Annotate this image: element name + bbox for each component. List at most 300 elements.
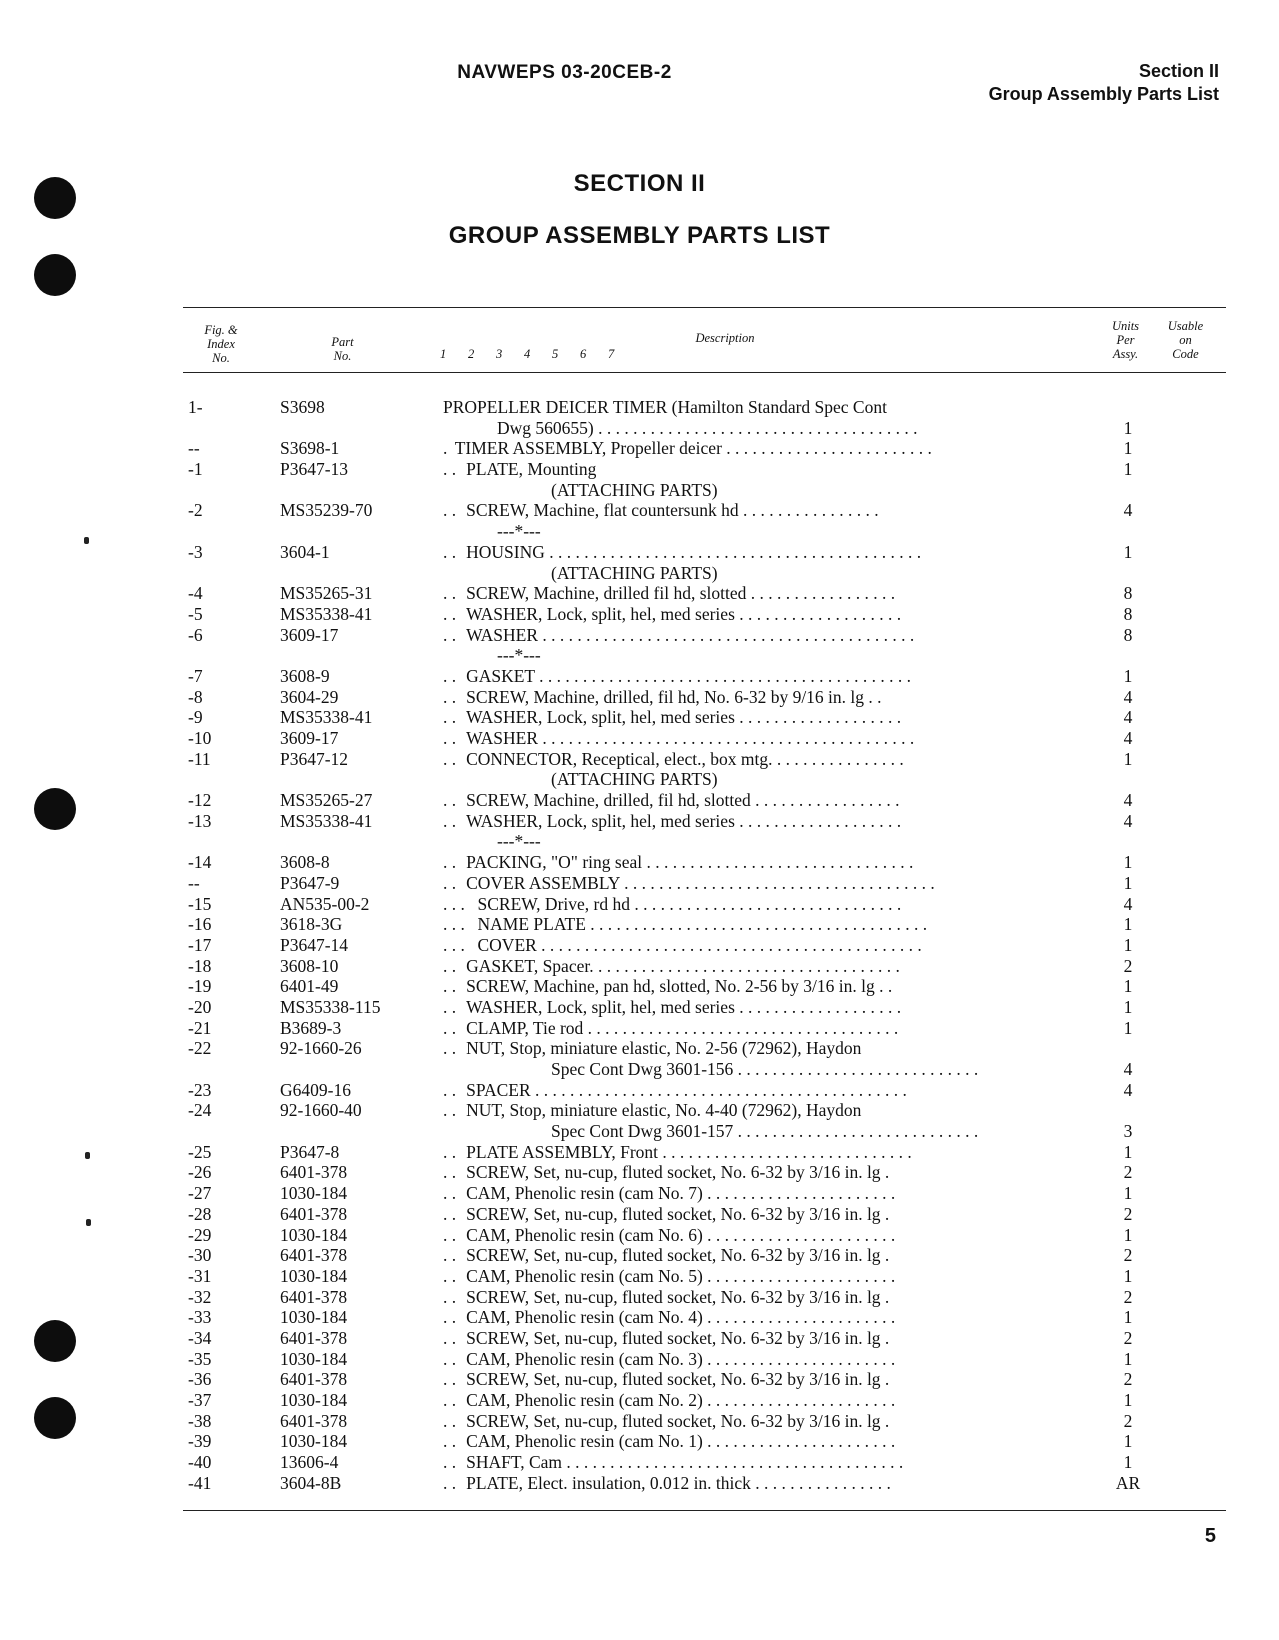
fig-index-no: -8 [188, 686, 203, 707]
description-text: CAM, Phenolic resin (cam No. 4) . . . . . . . . . . . . . . . . . . . . . . [466, 1307, 896, 1328]
part-number: 6401-378 [280, 1410, 348, 1431]
description-text: SCREW, Set, nu-cup, fluted socket, No. 6-32 by 3/16 in. lg . [466, 1410, 890, 1431]
description-text: CAM, Phenolic resin (cam No. 3) . . . . . . . . . . . . . . . . . . . . . . [466, 1348, 896, 1369]
description-text: SCREW, Set, nu-cup, fluted socket, No. 6-32 by 3/16 in. lg . [466, 1369, 890, 1390]
indent-dots: . . [443, 1410, 457, 1431]
table-row [0, 997, 1279, 1018]
description [443, 1473, 1085, 1494]
description-text: WASHER, Lock, split, hel, med series . . . . . . . . . . . . . . . . . . . [466, 996, 902, 1017]
col-description: Description [695, 331, 755, 345]
description-text: SCREW, Machine, flat countersunk hd . . . . . . . . . . . . . . . . [466, 500, 879, 521]
table-row [0, 1328, 1279, 1349]
description [443, 438, 1085, 459]
description [443, 1307, 1085, 1328]
indent-dots: . . [443, 624, 457, 645]
page-title: GROUP ASSEMBLY PARTS LIST [448, 222, 831, 249]
table-row [0, 1307, 1279, 1328]
table-row [0, 459, 1279, 480]
table-row [0, 687, 1279, 708]
units-per-assy: 2 [1123, 1203, 1133, 1224]
description [443, 687, 1085, 708]
description-text: WASHER . . . . . . . . . . . . . . . . . . . . . . . . . . . . . . . . . . . . . . . . . . . [466, 728, 915, 748]
fig-index-no: -32 [188, 1286, 212, 1307]
fig-index-no: -33 [188, 1307, 212, 1328]
description-text: (ATTACHING PARTS) [551, 562, 718, 583]
description-text: CONNECTOR, Receptical, elect., box mtg. . . . . . . . . . . . . . . . [466, 748, 904, 769]
fig-index-no: -23 [188, 1079, 212, 1100]
indent-dots: . . [443, 1307, 457, 1328]
part-number: 3609-17 [280, 624, 339, 645]
part-number: S3698-1 [280, 438, 340, 459]
indent-dots: . . [443, 728, 457, 748]
part-number: MS35338-115 [280, 996, 381, 1017]
description [443, 625, 1085, 646]
units-per-assy: 8 [1123, 583, 1133, 604]
units-per-assy: 1 [1123, 1307, 1133, 1328]
description-text: SCREW, Machine, drilled, fil hd, slotted . . . . . . . . . . . . . . . . . [466, 790, 900, 811]
fig-index-no: -31 [188, 1265, 212, 1286]
description-text: ---*--- [497, 645, 541, 666]
description-text: SCREW, Set, nu-cup, fluted socket, No. 6-32 by 3/16 in. lg . [466, 1286, 890, 1307]
description-text: WASHER . . . . . . . . . . . . . . . . . . . . . . . . . . . . . . . . . . . . . . . . . . . [466, 624, 915, 645]
description [443, 873, 1085, 894]
part-number: 1030-184 [280, 1183, 348, 1204]
units-per-assy: 1 [1123, 459, 1133, 480]
fig-index-no: -28 [188, 1203, 212, 1224]
part-number: 3618-3G [280, 914, 343, 935]
description-text: CAM, Phenolic resin (cam No. 2) . . . . . . . . . . . . . . . . . . . . . . [466, 1390, 896, 1410]
fig-index-no: -41 [188, 1472, 212, 1493]
units-per-assy: 2 [1123, 955, 1133, 976]
table-row [0, 1183, 1279, 1204]
fig-index-no: -13 [188, 810, 212, 831]
part-number: 1030-184 [280, 1431, 348, 1452]
table-row [0, 563, 1279, 584]
description [443, 935, 1085, 956]
description [443, 500, 1085, 521]
fig-index-no: -19 [188, 976, 212, 997]
indent-dots: . . [443, 1079, 457, 1100]
part-number: MS35338-41 [280, 707, 373, 728]
description-text: SCREW, Set, nu-cup, fluted socket, No. 6-32 by 3/16 in. lg . [466, 1327, 890, 1348]
units-per-assy: 8 [1123, 603, 1133, 624]
fig-index-no: -36 [188, 1369, 212, 1390]
table-row [0, 790, 1279, 811]
description-text: HOUSING . . . . . . . . . . . . . . . . . . . . . . . . . . . . . . . . . . . . . . . . . . . [466, 541, 922, 562]
units-per-assy: 2 [1123, 1245, 1133, 1266]
table-row [0, 873, 1279, 894]
fig-index-no: -- [188, 872, 200, 893]
part-number: P3647-13 [280, 459, 349, 480]
description [443, 418, 1085, 439]
table-row [0, 1080, 1279, 1101]
table-row [0, 894, 1279, 915]
description-text: CAM, Phenolic resin (cam No. 7) . . . . . . . . . . . . . . . . . . . . . . [466, 1183, 896, 1204]
fig-index-no: -10 [188, 728, 212, 748]
fig-index-no: -1 [188, 459, 203, 480]
fig-index-no: -37 [188, 1390, 212, 1410]
table-row [0, 1245, 1279, 1266]
description [443, 707, 1085, 728]
units-per-assy: 4 [1123, 1059, 1133, 1079]
section-subtitle: Group Assembly Parts List [988, 84, 1219, 104]
indent-dots: . . [443, 1203, 457, 1224]
description [443, 749, 1085, 770]
units-per-assy: 4 [1123, 686, 1133, 707]
units-per-assy: 1 [1123, 1452, 1133, 1473]
indent-dots: . . [443, 1224, 457, 1245]
description-text: CAM, Phenolic resin (cam No. 5) . . . . . . . . . . . . . . . . . . . . . . [466, 1265, 896, 1286]
description-text: CAM, Phenolic resin (cam No. 6) . . . . . . . . . . . . . . . . . . . . . . [466, 1224, 896, 1245]
part-number: B3689-3 [280, 1017, 342, 1038]
units-per-assy: 1 [1123, 976, 1133, 997]
units-per-assy: 1 [1123, 1017, 1133, 1038]
description-text: (ATTACHING PARTS) [551, 479, 718, 500]
description-text: SCREW, Machine, drilled fil hd, slotted . . . . . . . . . . . . . . . . . [466, 583, 896, 604]
description-text: PROPELLER DEICER TIMER (Hamilton Standard Spec Cont [443, 397, 887, 417]
description-text: GASKET, Spacer. . . . . . . . . . . . . . . . . . . . . . . . . . . . . . . . . . . . [466, 955, 900, 976]
units-per-assy: 2 [1123, 1410, 1133, 1431]
description [443, 976, 1085, 997]
units-per-assy: 3 [1123, 1121, 1133, 1142]
units-per-assy: 1 [1123, 417, 1133, 438]
part-number: 3608-10 [280, 955, 339, 976]
fig-index-no: -6 [188, 624, 203, 645]
description [443, 852, 1085, 873]
fig-index-no: -27 [188, 1183, 212, 1204]
indent-dots: . . [443, 790, 457, 811]
indent-dots: . . [443, 976, 457, 997]
description [443, 831, 1085, 852]
table-row [0, 831, 1279, 852]
table-row [0, 769, 1279, 790]
section-label: Section II [1138, 61, 1219, 81]
description [443, 521, 1085, 542]
description [443, 1431, 1085, 1452]
description-text: PLATE ASSEMBLY, Front . . . . . . . . . . . . . . . . . . . . . . . . . . . . . [466, 1141, 912, 1162]
table-row [0, 480, 1279, 501]
indent-dots: . . [443, 686, 457, 707]
part-number: P3647-8 [280, 1141, 340, 1162]
fig-index-no: -22 [188, 1038, 212, 1059]
indent-dots: . . . [443, 934, 465, 955]
indent-dots: . . [443, 1348, 457, 1369]
units-per-assy: 1 [1123, 1141, 1133, 1162]
description [443, 542, 1085, 563]
table-row [0, 1018, 1279, 1039]
units-per-assy: 4 [1123, 1079, 1133, 1100]
indent-dots: . . [443, 541, 457, 562]
running-header [989, 60, 1219, 106]
table-row [0, 914, 1279, 935]
table-row [0, 749, 1279, 770]
description-text: SCREW, Set, nu-cup, fluted socket, No. 6-32 by 3/16 in. lg . [466, 1162, 890, 1183]
description [443, 666, 1085, 687]
fig-index-no: -3 [188, 541, 203, 562]
description-text: (ATTACHING PARTS) [551, 769, 718, 790]
description-text: SCREW, Set, nu-cup, fluted socket, No. 6-32 by 3/16 in. lg . [466, 1245, 890, 1266]
page-number: 5 [1204, 1525, 1216, 1547]
fig-index-no: -26 [188, 1162, 212, 1183]
description-text: ---*--- [497, 521, 541, 542]
table-header-rule [183, 372, 1226, 373]
description [443, 1038, 1085, 1059]
indent-dots: . . [443, 1472, 457, 1493]
part-number: 92-1660-26 [280, 1038, 362, 1059]
description [443, 1080, 1085, 1101]
description-text: NAME PLATE . . . . . . . . . . . . . . . . . . . . . . . . . . . . . . . . . . . . . . . [477, 914, 928, 935]
part-number: 6401-378 [280, 1286, 348, 1307]
description-text: PLATE, Elect. insulation, 0.012 in. thick . . . . . . . . . . . . . . . . [466, 1472, 891, 1493]
description-text: TIMER ASSEMBLY, Propeller deicer . . . . . . . . . . . . . . . . . . . . . . . . [454, 438, 932, 459]
indent-dots: . . . [443, 914, 465, 935]
part-number: 1030-184 [280, 1390, 348, 1410]
description-text: WASHER, Lock, split, hel, med series . . . . . . . . . . . . . . . . . . . [466, 603, 902, 624]
table-row [0, 666, 1279, 687]
indent-dots: . . [443, 955, 457, 976]
units-per-assy: 1 [1123, 541, 1133, 562]
indent-dots: . . [443, 1452, 457, 1473]
indent-dots: . . [443, 459, 457, 480]
part-number: MS35265-27 [280, 790, 373, 811]
part-number: P3647-12 [280, 748, 349, 769]
part-number: AN535-00-2 [280, 893, 370, 914]
description [443, 1328, 1085, 1349]
part-number: 3604-1 [280, 541, 330, 562]
table-row [0, 500, 1279, 521]
part-number: 6401-49 [280, 976, 339, 997]
units-per-assy: 1 [1123, 1431, 1133, 1452]
description [443, 728, 1085, 749]
units-per-assy: 1 [1123, 748, 1133, 769]
table-row [0, 1390, 1279, 1411]
indent-dots: . . [443, 665, 457, 686]
units-per-assy: 2 [1123, 1369, 1133, 1390]
table-row [0, 1431, 1279, 1452]
description-text: CAM, Phenolic resin (cam No. 1) . . . . . . . . . . . . . . . . . . . . . . [466, 1431, 896, 1452]
description [443, 1204, 1085, 1225]
indent-dots: . . [443, 1265, 457, 1286]
units-per-assy: 1 [1123, 665, 1133, 686]
description [443, 1369, 1085, 1390]
description [443, 480, 1085, 501]
part-number: 3604-29 [280, 686, 339, 707]
col-usable-on-code: Usable on Code [1167, 319, 1204, 361]
fig-index-no: -40 [188, 1452, 212, 1473]
description [443, 1411, 1085, 1432]
table-row [0, 956, 1279, 977]
table-row [0, 1162, 1279, 1183]
document-number: NAVWEPS 03-20CEB-2 [457, 62, 672, 83]
fig-index-no: -12 [188, 790, 212, 811]
indent-dots: . . [443, 1162, 457, 1183]
description [443, 1287, 1085, 1308]
indent-dots: . . . [443, 893, 465, 914]
description [443, 459, 1085, 480]
col-fig-index: Fig. & Index No. [204, 323, 238, 365]
table-row [0, 1121, 1279, 1142]
units-per-assy: 2 [1123, 1286, 1133, 1307]
table-row [0, 1204, 1279, 1225]
table-row [0, 707, 1279, 728]
fig-index-no: -4 [188, 583, 203, 604]
fig-index-no: -39 [188, 1431, 212, 1452]
description [443, 769, 1085, 790]
description-text: SCREW, Drive, rd hd . . . . . . . . . . . . . . . . . . . . . . . . . . . . . . . [477, 893, 902, 914]
binder-hole [34, 254, 76, 296]
description [443, 1162, 1085, 1183]
parts-list-table [0, 397, 1279, 1493]
table-row [0, 1411, 1279, 1432]
part-number: 6401-378 [280, 1162, 348, 1183]
fig-index-no: -38 [188, 1410, 212, 1431]
fig-index-no: -9 [188, 707, 203, 728]
fig-index-no: -5 [188, 603, 203, 624]
fig-index-no: -24 [188, 1100, 212, 1121]
table-row [0, 852, 1279, 873]
indent-dots: . [443, 438, 448, 459]
part-number: MS35338-41 [280, 810, 373, 831]
description-text: NUT, Stop, miniature elastic, No. 4-40 (72962), Haydon [466, 1100, 862, 1121]
indent-dots: . . [443, 1017, 457, 1038]
col-part-no: Part No. [331, 335, 354, 363]
table-row [0, 645, 1279, 666]
fig-index-no: -17 [188, 934, 212, 955]
description [443, 790, 1085, 811]
table-row [0, 1452, 1279, 1473]
description-text: WASHER, Lock, split, hel, med series . . . . . . . . . . . . . . . . . . . [466, 707, 902, 728]
description-text: Spec Cont Dwg 3601-157 . . . . . . . . . . . . . . . . . . . . . . . . . . . . [551, 1121, 979, 1142]
units-per-assy: 1 [1123, 852, 1133, 873]
fig-index-no: -15 [188, 893, 212, 914]
indent-dots: . . [443, 1100, 457, 1121]
table-row [0, 418, 1279, 439]
fig-index-no: -14 [188, 852, 212, 873]
fig-index-no: -34 [188, 1327, 212, 1348]
part-number: 6401-378 [280, 1327, 348, 1348]
part-number: 6401-378 [280, 1245, 348, 1266]
part-number: 1030-184 [280, 1265, 348, 1286]
table-row [0, 728, 1279, 749]
table-row [0, 976, 1279, 997]
indent-dots: . . [443, 603, 457, 624]
indent-dots: . . [443, 748, 457, 769]
indent-dots: . . [443, 1245, 457, 1266]
units-per-assy: 1 [1123, 996, 1133, 1017]
indent-dots: . . [443, 996, 457, 1017]
fig-index-no: -18 [188, 955, 212, 976]
fig-index-no: -21 [188, 1017, 212, 1038]
section-title: SECTION II [573, 170, 706, 197]
indent-level-numbers: 1 2 3 4 5 6 7 [440, 347, 615, 361]
part-number: MS35239-70 [280, 500, 373, 521]
units-per-assy: 1 [1123, 1183, 1133, 1204]
table-row [0, 1473, 1279, 1494]
description [443, 583, 1085, 604]
fig-index-no: -25 [188, 1141, 212, 1162]
description [443, 1059, 1085, 1080]
fig-index-no: -29 [188, 1224, 212, 1245]
description-text: PACKING, "O" ring seal . . . . . . . . . . . . . . . . . . . . . . . . . . . . . . . [466, 852, 914, 873]
description [443, 997, 1085, 1018]
description-text: COVER . . . . . . . . . . . . . . . . . . . . . . . . . . . . . . . . . . . . . . . . . . . . [477, 934, 922, 955]
indent-dots: . . [443, 707, 457, 728]
part-number: P3647-9 [280, 872, 340, 893]
description [443, 604, 1085, 625]
indent-dots: . . [443, 852, 457, 873]
indent-dots: . . [443, 1038, 457, 1059]
description-text: Dwg 560655) . . . . . . . . . . . . . . . . . . . . . . . . . . . . . . . . . . . . . [497, 417, 918, 438]
units-per-assy: 1 [1123, 914, 1133, 935]
units-per-assy: 4 [1123, 790, 1133, 811]
table-row [0, 1100, 1279, 1121]
table-bottom-rule [183, 1510, 1226, 1511]
description [443, 1018, 1085, 1039]
units-per-assy: AR [1115, 1472, 1141, 1493]
description-text: SPACER . . . . . . . . . . . . . . . . . . . . . . . . . . . . . . . . . . . . . . . . . . . [466, 1079, 907, 1100]
part-number: 3604-8B [280, 1472, 342, 1493]
description [443, 645, 1085, 666]
description-text: SCREW, Machine, drilled, fil hd, No. 6-32 by 9/16 in. lg . . [466, 686, 882, 707]
description [443, 1390, 1085, 1411]
table-top-rule [183, 307, 1226, 308]
fig-index-no: -30 [188, 1245, 212, 1266]
description [443, 1245, 1085, 1266]
fig-index-no: -20 [188, 996, 212, 1017]
indent-dots: . . [443, 1390, 457, 1410]
fig-index-no: -7 [188, 665, 203, 686]
description [443, 1183, 1085, 1204]
units-per-assy: 4 [1123, 500, 1133, 521]
units-per-assy: 4 [1123, 728, 1133, 748]
fig-index-no: -- [188, 438, 200, 459]
units-per-assy: 2 [1123, 1162, 1133, 1183]
description [443, 397, 1085, 418]
part-number: 13606-4 [280, 1452, 339, 1473]
indent-dots: . . [443, 810, 457, 831]
units-per-assy: 1 [1123, 872, 1133, 893]
table-row [0, 438, 1279, 459]
units-per-assy: 4 [1123, 893, 1133, 914]
units-per-assy: 4 [1123, 810, 1133, 831]
units-per-assy: 1 [1123, 1224, 1133, 1245]
units-per-assy: 1 [1123, 1348, 1133, 1369]
description-text: SCREW, Machine, pan hd, slotted, No. 2-56 by 3/16 in. lg . . [466, 976, 893, 997]
description [443, 1142, 1085, 1163]
table-row [0, 1369, 1279, 1390]
description [443, 1121, 1085, 1142]
description-text: Spec Cont Dwg 3601-156 . . . . . . . . . . . . . . . . . . . . . . . . . . . . [551, 1059, 979, 1079]
description [443, 1225, 1085, 1246]
part-number: MS35265-31 [280, 583, 373, 604]
description [443, 894, 1085, 915]
description-text: ---*--- [497, 831, 541, 852]
table-row [0, 1142, 1279, 1163]
part-number: G6409-16 [280, 1079, 351, 1100]
description [443, 563, 1085, 584]
part-number: 92-1660-40 [280, 1100, 362, 1121]
fig-index-no: -35 [188, 1348, 212, 1369]
description [443, 1266, 1085, 1287]
units-per-assy: 8 [1123, 624, 1133, 645]
fig-index-no: -11 [188, 748, 211, 769]
table-row [0, 542, 1279, 563]
description [443, 914, 1085, 935]
part-number: P3647-14 [280, 934, 349, 955]
part-number: 3608-8 [280, 852, 330, 873]
indent-dots: . . [443, 1431, 457, 1452]
table-row [0, 1287, 1279, 1308]
